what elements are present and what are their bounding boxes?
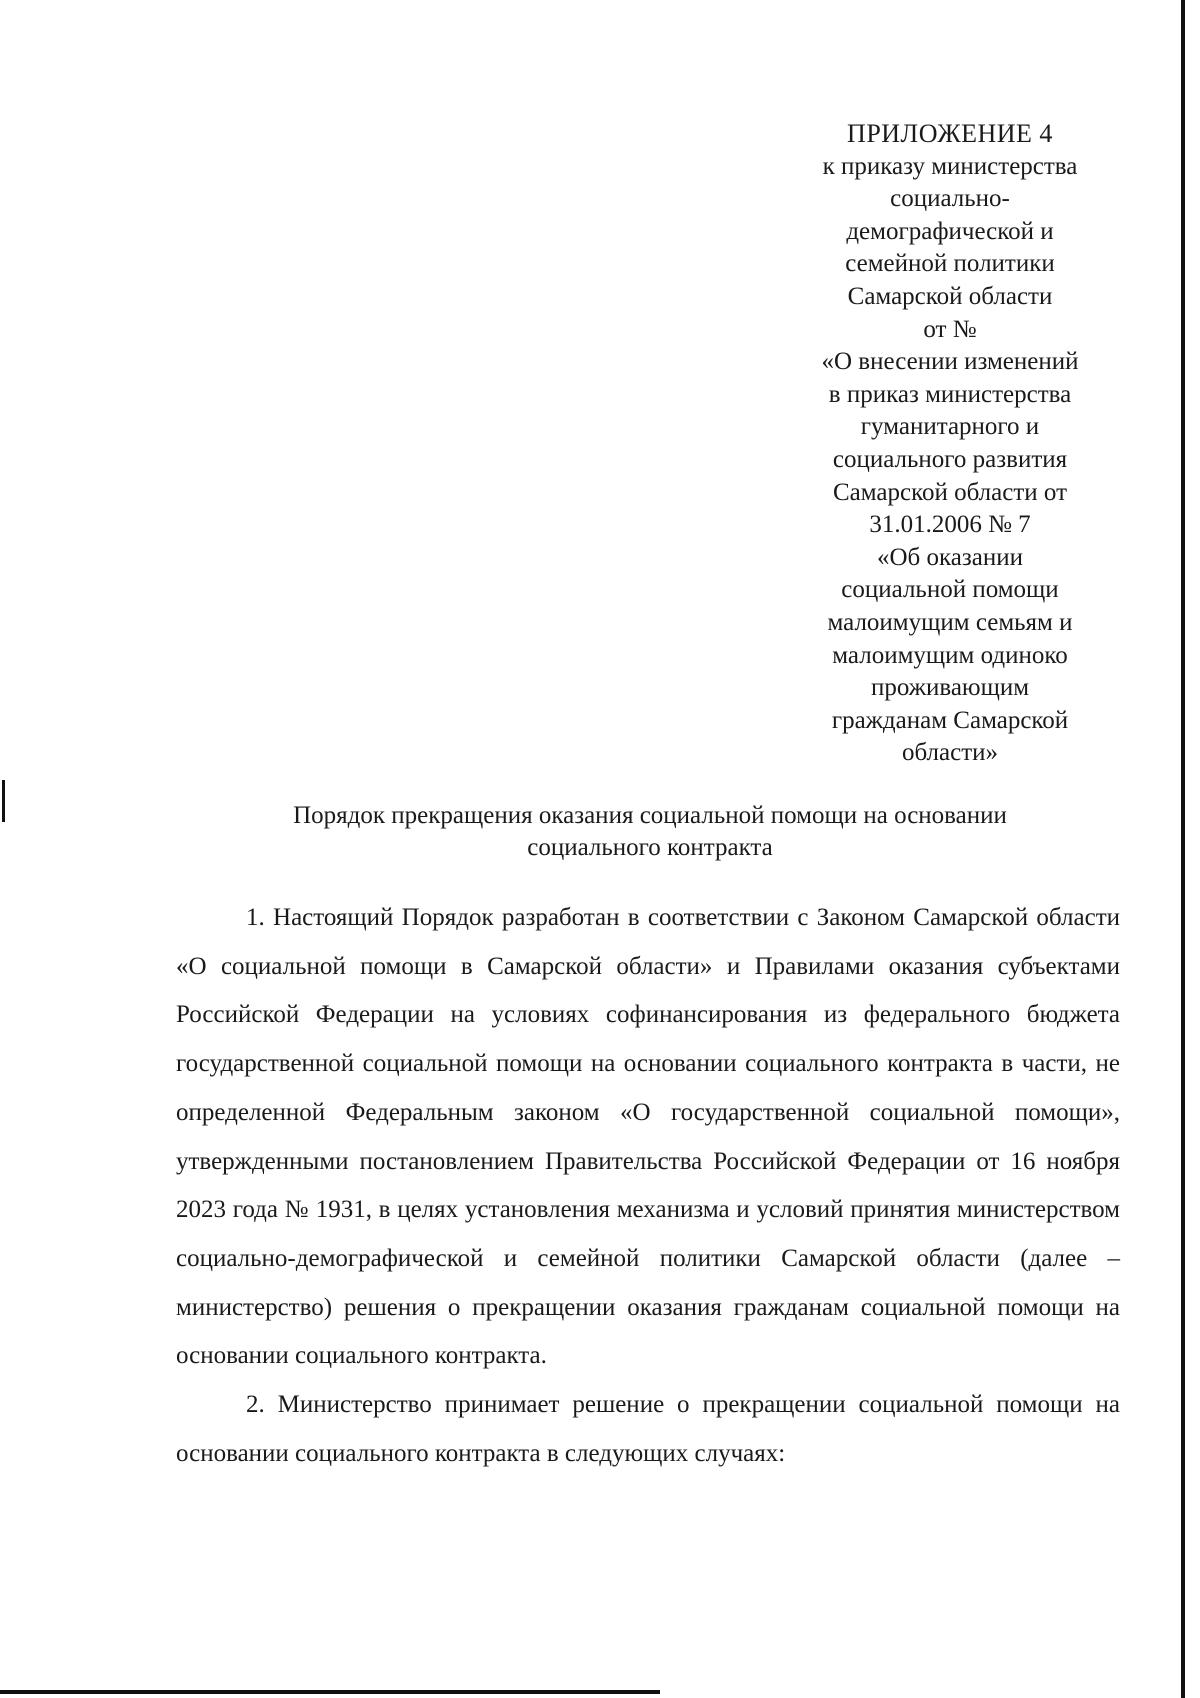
appendix-line: «Об оказании bbox=[877, 543, 1023, 571]
date-label: от bbox=[923, 315, 947, 343]
appendix-title: ПРИЛОЖЕНИЕ 4 bbox=[847, 119, 1053, 148]
appendix-line: к приказу министерства bbox=[822, 152, 1078, 180]
scan-edge-right bbox=[1181, 0, 1185, 1698]
appendix-line: «О внесении изменений bbox=[821, 348, 1079, 376]
appendix-line: 31.01.2006 № 7 bbox=[869, 511, 1031, 539]
appendix-line: малоимущим одиноко bbox=[832, 641, 1068, 669]
scan-edge-left-mark bbox=[2, 780, 5, 822]
appendix-line: в приказ министерства bbox=[828, 380, 1072, 408]
appendix-line: гуманитарного и bbox=[860, 413, 1040, 441]
paragraph-1: 1. Настоящий Порядок разработан в соответствии с Законом Самарской области «О социальной помощи в Самарской области» и Правилами оказания субъектами Российской Федерации на условиях софинансирования из федерального бюджета государственной социальной помощи на основании социального контракта в части, не определенной Федеральным законом «О государственной социальной помощи», утвержденными постановлением Правительства Российской Федерации от 16 ноября 2023 года № 1931, в целях установления механизма и условий принятия министерством социально-демографической и семейной политики Самарской области (далее – министерство) решения о прекращении оказания гражданам социальной помощи на основании социального контракта. bbox=[176, 904, 1120, 1370]
appendix-line: Самарской области от bbox=[832, 478, 1068, 506]
appendix-line: гражданам Самарской bbox=[831, 706, 1069, 734]
appendix-line: Самарской области bbox=[847, 282, 1053, 310]
appendix-line: демографической и bbox=[846, 217, 1054, 245]
appendix-line: социально- bbox=[890, 185, 1010, 213]
paragraph-2: 2. Министерство принимает решение о прекращении социальной помощи на основании социального контракта в следующих случаях: bbox=[176, 1391, 1120, 1467]
scan-edge-bottom bbox=[0, 1690, 660, 1694]
appendix-line: проживающим bbox=[870, 674, 1030, 702]
document-body bbox=[176, 894, 1120, 1478]
appendix-line: социальной помощи bbox=[841, 576, 1059, 604]
document-title-line-2: социального контракта bbox=[527, 834, 773, 861]
appendix-line: семейной политики bbox=[845, 250, 1055, 278]
appendix-line: социального развития bbox=[832, 445, 1068, 473]
number-label: № bbox=[952, 315, 977, 343]
document-title bbox=[180, 800, 1120, 864]
appendix-line: области» bbox=[901, 739, 999, 767]
appendix-line: малоимущим семьям и bbox=[827, 608, 1073, 636]
document-title-line-1: Порядок прекращения оказания социальной помощи на основании bbox=[293, 802, 1007, 829]
appendix-date-number bbox=[870, 314, 1030, 347]
appendix-header bbox=[780, 118, 1120, 770]
